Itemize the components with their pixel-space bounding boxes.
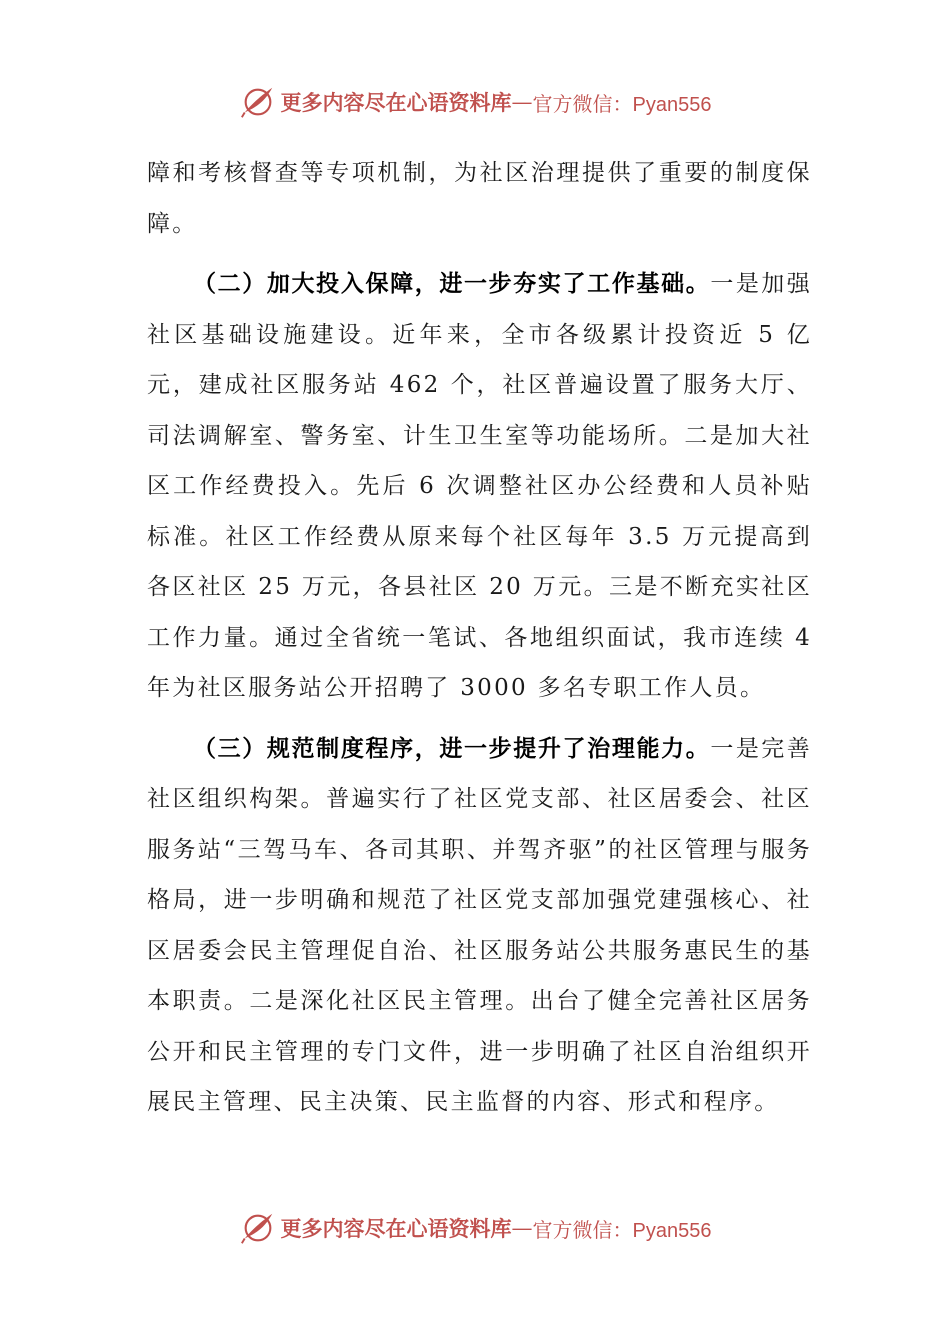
quill-logo-icon [239,83,277,121]
watermark-wechat: 官方微信：Pyan556 [532,1219,712,1242]
paragraph-text: 一是加强社区基础设施建设。近年来，全市各级累计投资近 5 亿元，建成社区服务站 462 个，社区普遍设置了服务大厅、司法调解室、警务室、计生卫生室等功能场所。二是加大社区工作经费投入。先后 6 次调整社区办公经费和人员补贴标准。社区工作经费从原来每个社区每年 3.5 万元提高到各区社区 25 万元，各县社区 20 万元。三是不断充实社区工作力量。通过全省统一笔试、各地组织面试，我市连续 4 年为社区服务站公开招聘了 3000 多名专职工作人员。 [147,271,813,701]
paragraph-text: 一是完善社区组织构架。普遍实行了社区党支部、社区居委会、社区服务站“三驾马车、各司其职、并驾齐驱”的社区管理与服务格局，进一步明确和规范了社区党支部加强党建强核心、社区居委会民主管理促自治、社区服务站公共服务惠民生的基本职责。二是深化社区民主管理。出台了健全完善社区居务公开和民主管理的专门文件，进一步明确了社区自治组织开展民主管理、民主决策、民主监督的内容、形式和程序。 [147,735,813,1115]
watermark-site-name: 更多内容尽在心语资料库 [280,1216,512,1241]
section-heading: （三）规范制度程序，进一步提升了治理能力。 [193,735,711,762]
watermark-site-name: 更多内容尽在心语资料库 [280,90,512,115]
watermark-wechat: 官方微信：Pyan556 [532,93,712,116]
document-body [147,148,812,1128]
paragraph-text: 障和考核督查等专项机制，为社区治理提供了重要的制度保障。 [147,160,812,237]
quill-logo-icon [239,1209,277,1247]
section-heading: （二）加大投入保障，进一步夯实了工作基础。 [193,271,711,297]
paragraph [147,148,812,249]
header-watermark [0,82,950,122]
watermark-dash: — [511,1216,533,1240]
footer-watermark [0,1208,950,1248]
watermark-dash: — [511,90,533,114]
paragraph [147,724,812,1128]
paragraph [147,259,812,714]
